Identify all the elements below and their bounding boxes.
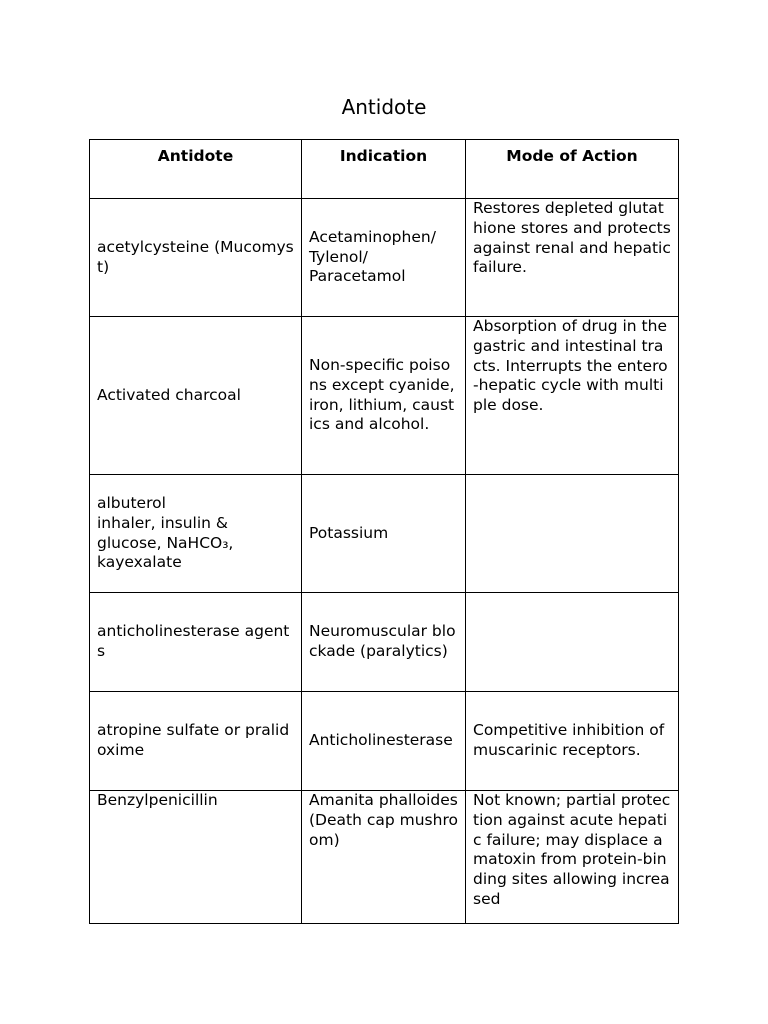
antidote-text: anticholinesterase agents bbox=[97, 622, 290, 660]
indication-cell bbox=[302, 692, 466, 791]
mode-text: Restores depleted glutathione stores and protects against renal and hepatic failure. bbox=[473, 199, 671, 277]
antidote-cell bbox=[90, 692, 302, 791]
mode-text: Competitive inhibition of muscarinic receptors. bbox=[473, 721, 665, 759]
header-antidote: Antidote bbox=[90, 140, 302, 199]
table-row bbox=[90, 475, 679, 593]
mode-cell bbox=[466, 317, 679, 475]
table-row bbox=[90, 593, 679, 692]
antidote-cell bbox=[90, 317, 302, 475]
antidote-text: acetylcysteine (Mucomyst) bbox=[97, 237, 294, 276]
antidote-cell bbox=[90, 593, 302, 692]
indication-text: Potassium bbox=[309, 523, 389, 542]
mode-cell bbox=[466, 475, 679, 593]
table-row bbox=[90, 317, 679, 475]
mode-text: Not known; partial protection against acute hepatic failure; may displace amatoxin from protein-binding sites allowing increased bbox=[473, 791, 671, 908]
antidote-text: atropine sulfate or pralidoxime bbox=[97, 721, 290, 759]
mode-cell bbox=[466, 593, 679, 692]
indication-text: Neuromuscular blockade (paralytics) bbox=[309, 622, 456, 660]
indication-text: Anticholinesterase bbox=[309, 731, 453, 750]
antidote-text: albuterol inhaler, insulin & glucose, NaHCO₃, kayexalate bbox=[97, 493, 234, 572]
antidote-cell bbox=[90, 791, 302, 924]
indication-cell bbox=[302, 593, 466, 692]
page-title: Antidote bbox=[341, 95, 427, 119]
antidote-text: Activated charcoal bbox=[97, 385, 241, 404]
table-header-row bbox=[90, 140, 679, 199]
mode-text: Absorption of drug in the gastric and intestinal tracts. Interrupts the entero-hepatic cycle with multiple dose. bbox=[473, 317, 668, 415]
header-mode-of-action: Mode of Action bbox=[466, 140, 679, 199]
table-row bbox=[90, 791, 679, 924]
mode-cell bbox=[466, 692, 679, 791]
antidote-text: Benzylpenicillin bbox=[97, 791, 218, 809]
antidote-table bbox=[89, 139, 679, 924]
table-row bbox=[90, 692, 679, 791]
antidote-cell bbox=[90, 475, 302, 593]
antidote-cell bbox=[90, 199, 302, 317]
indication-text: Acetaminophen/ Tylenol/ Paracetamol bbox=[309, 227, 436, 286]
indication-cell bbox=[302, 317, 466, 475]
indication-cell bbox=[302, 791, 466, 924]
header-indication: Indication bbox=[302, 140, 466, 199]
indication-cell bbox=[302, 199, 466, 317]
indication-cell bbox=[302, 475, 466, 593]
mode-cell bbox=[466, 199, 679, 317]
indication-text: Amanita phalloides (Death cap mushroom) bbox=[309, 791, 458, 849]
table-row bbox=[90, 199, 679, 317]
indication-text: Non-specific poisons except cyanide, iron, lithium, caustics and alcohol. bbox=[309, 355, 455, 434]
mode-cell bbox=[466, 791, 679, 924]
